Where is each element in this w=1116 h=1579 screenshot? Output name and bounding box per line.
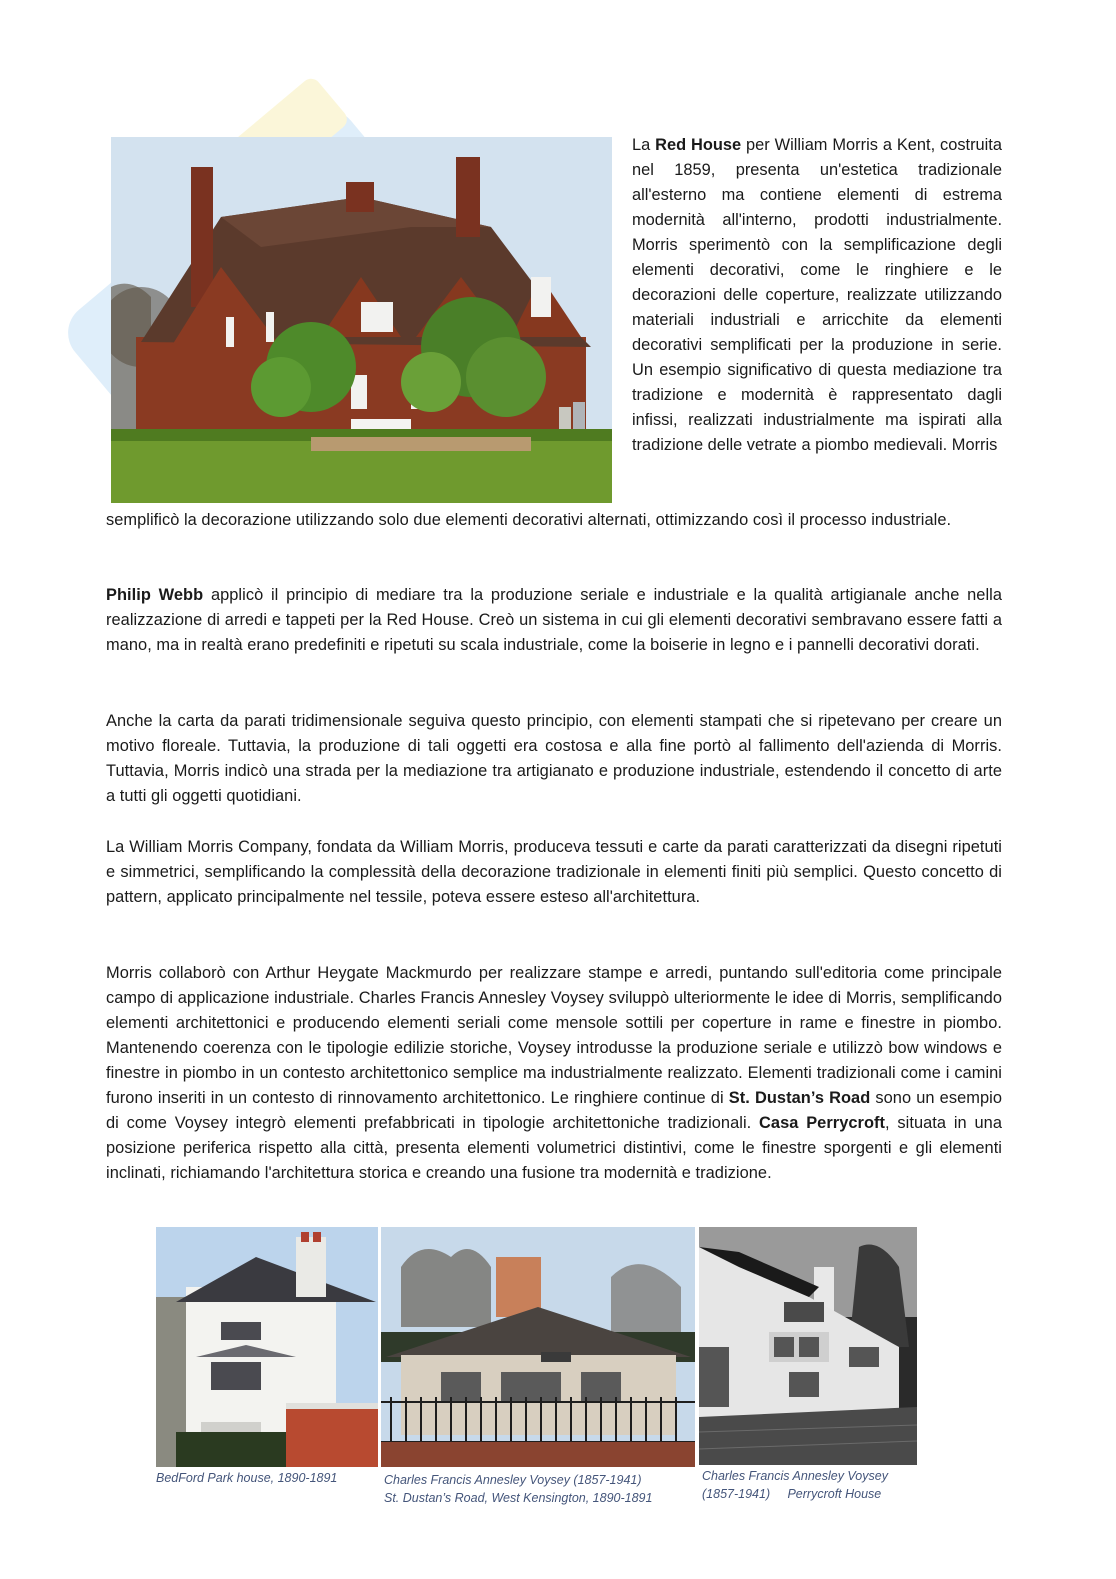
philip-webb-bold: Philip Webb (106, 586, 204, 604)
caption-perry-line2: (1857-1941) Perrycroft House (702, 1487, 882, 1501)
paragraph-voysey: Morris collaborò con Arthur Heygate Mackmurdo per realizzare stampe e arredi, puntando sull'editoria come principale campo di applicazione industriale. Charles Francis Annesley Voysey sviluppò ulteriormente le idee di Morris, semplificando elementi architettonici e producendo elementi seriali come mensole sottili per coperture in rame e finestre in piombo. Mantenendo coerenza con le tipologie edilizie storiche, Voysey introdusse la produzione seriale e utilizzò bow windows e finestre in piombo in un contesto architettonico semplice ma industrialmente realizzato. Elementi tradizionali come i camini furono inseriti in un contesto di rinnovamento architettonico. Le ringhiere continue di St. Dustan’s Road sono un esempio di come Voysey integrò elementi prefabbricati in tipologie architettoniche tradizionali. Casa Perrycroft, situata in una posizione periferica rispetto alla città, presenta elementi volumetrici distintivi, come le finestre sporgenti e gli elementi inclinati, richiamando l'architettura storica e creando una fusione tra modernità e tradizione. (106, 964, 1002, 1182)
red-house-bold: Red House (655, 136, 742, 154)
paragraph-wallpaper: Anche la carta da parati tridimensionale seguiva questo principio, con elementi stampati che si ripetevano per creare un motivo floreale. Tuttavia, la produzione di tali oggetti era costosa e alla fine portò al fallimento dell'azienda di Morris. Tuttavia, Morris indicò una strada per la mediazione tra artigianato e produzione industriale, estendendo il concetto di arte a tutti gli oggetti quotidiani. (106, 712, 1002, 805)
bedford-park-photo (156, 1227, 378, 1467)
paragraph-red-house-continued: semplificò la decorazione utilizzando solo due elementi decorativi alternati, ottimizzando così il processo industriale. (106, 511, 952, 529)
red-house-photo (111, 137, 612, 503)
st-dustan-bold: St. Dustan’s Road (728, 1089, 871, 1107)
paragraph-philip-webb: Philip Webb applicò il principio di mediare tra la produzione seriale e industriale e la qualità artigianale anche nella realizzazione di arredi e tappeti per la Red House. Creò un sistema in cui gli elementi decorativi sembravano essere fatti a mano, ma in realtà erano predefiniti e ripetuti su scala industriale, come la boiserie in legno e i pannelli decorativi dorati. (106, 586, 1002, 654)
caption-bedford: BedFord Park house, 1890-1891 (156, 1471, 338, 1485)
caption-dustan-line2: St. Dustan’s Road, West Kensington, 1890-1891 (384, 1491, 653, 1505)
caption-perry-line1: Charles Francis Annesley Voysey (702, 1469, 888, 1483)
caption-dustan-line1: Charles Francis Annesley Voysey (1857-1941) (384, 1473, 642, 1487)
perrycroft-house-photo (699, 1227, 917, 1465)
st-dustans-road-photo (381, 1227, 695, 1467)
paragraph-morris-company: La William Morris Company, fondata da William Morris, produceva tessuti e carte da parati caratterizzati da disegni ripetuti e simmetrici, semplificando la complessità della decorazione tradizionale in elementi finiti più semplici. Questo concetto di pattern, applicato principalmente nel tessile, poteva essere esteso all'architettura. (106, 838, 1002, 906)
perrycroft-bold: Casa Perrycroft (759, 1114, 886, 1132)
paragraph-red-house-right: La Red House per William Morris a Kent, costruita nel 1859, presenta un'estetica tradizionale all'esterno ma contiene elementi di estrema modernità all'interno, prodotti industrialmente. Morris sperimentò con la semplificazione degli elementi decorativi, come le ringhiere e le decorazioni delle coperture, realizzate utilizzando materiali industriali e arricchite da elementi decorativi semplificati per la produzione in serie. Un esempio significativo di questa mediazione tra tradizione e modernità è rappresentato dagli infissi, realizzati industrialmente ma ispirati alla tradizione delle vetrate a piombo medievali. Morris (632, 136, 1002, 454)
